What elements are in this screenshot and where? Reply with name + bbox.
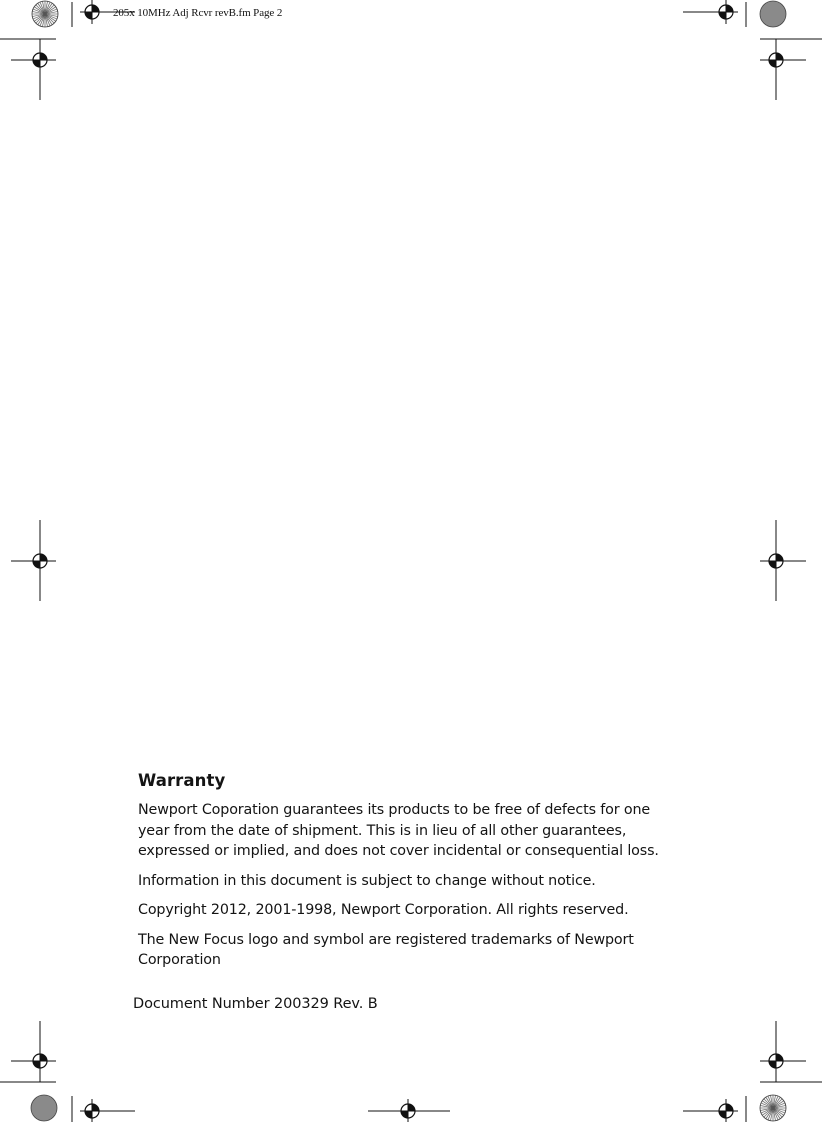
- file-slug-line: 205x 10MHz Adj Rcvr revB.fm Page 2: [113, 7, 283, 19]
- registration-target-icon: [764, 549, 788, 573]
- warranty-paragraph: [138, 800, 698, 862]
- trademark-line: The New Focus logo and symbol are registered trademarks of Newport: [138, 931, 634, 948]
- registration-target-icon: [28, 1049, 52, 1073]
- warranty-line: Newport Coporation guarantees its products to be free of defects for one: [138, 802, 651, 818]
- warranty-section: [138, 771, 698, 980]
- gray-disc-icon: [31, 1095, 57, 1121]
- notice-paragraph: Information in this document is subject to change without notice.: [138, 872, 596, 889]
- registration-target-icon: [28, 48, 52, 72]
- document-number: Document Number 200329 Rev. B: [133, 996, 378, 1012]
- registration-target-icon: [764, 1049, 788, 1073]
- registration-target-icon: [764, 48, 788, 72]
- registration-target-icon: [714, 0, 738, 24]
- registration-target-icon: [28, 549, 52, 573]
- trademark-paragraph: [138, 930, 698, 971]
- registration-target-icon: [714, 1099, 738, 1122]
- sunburst-calibration-icon: [32, 1, 58, 27]
- sunburst-calibration-icon: [760, 1095, 786, 1121]
- warranty-heading: Warranty: [138, 771, 226, 790]
- warranty-line: expressed or implied, and does not cover incidental or consequential loss.: [138, 843, 659, 859]
- registration-target-icon: [396, 1099, 420, 1122]
- trademark-line: Corporation: [138, 952, 221, 968]
- copyright-paragraph: Copyright 2012, 2001-1998, Newport Corporation. All rights reserved.: [138, 902, 629, 918]
- gray-disc-icon: [760, 1, 786, 27]
- warranty-line: year from the date of shipment. This is in lieu of all other guarantees,: [138, 822, 627, 839]
